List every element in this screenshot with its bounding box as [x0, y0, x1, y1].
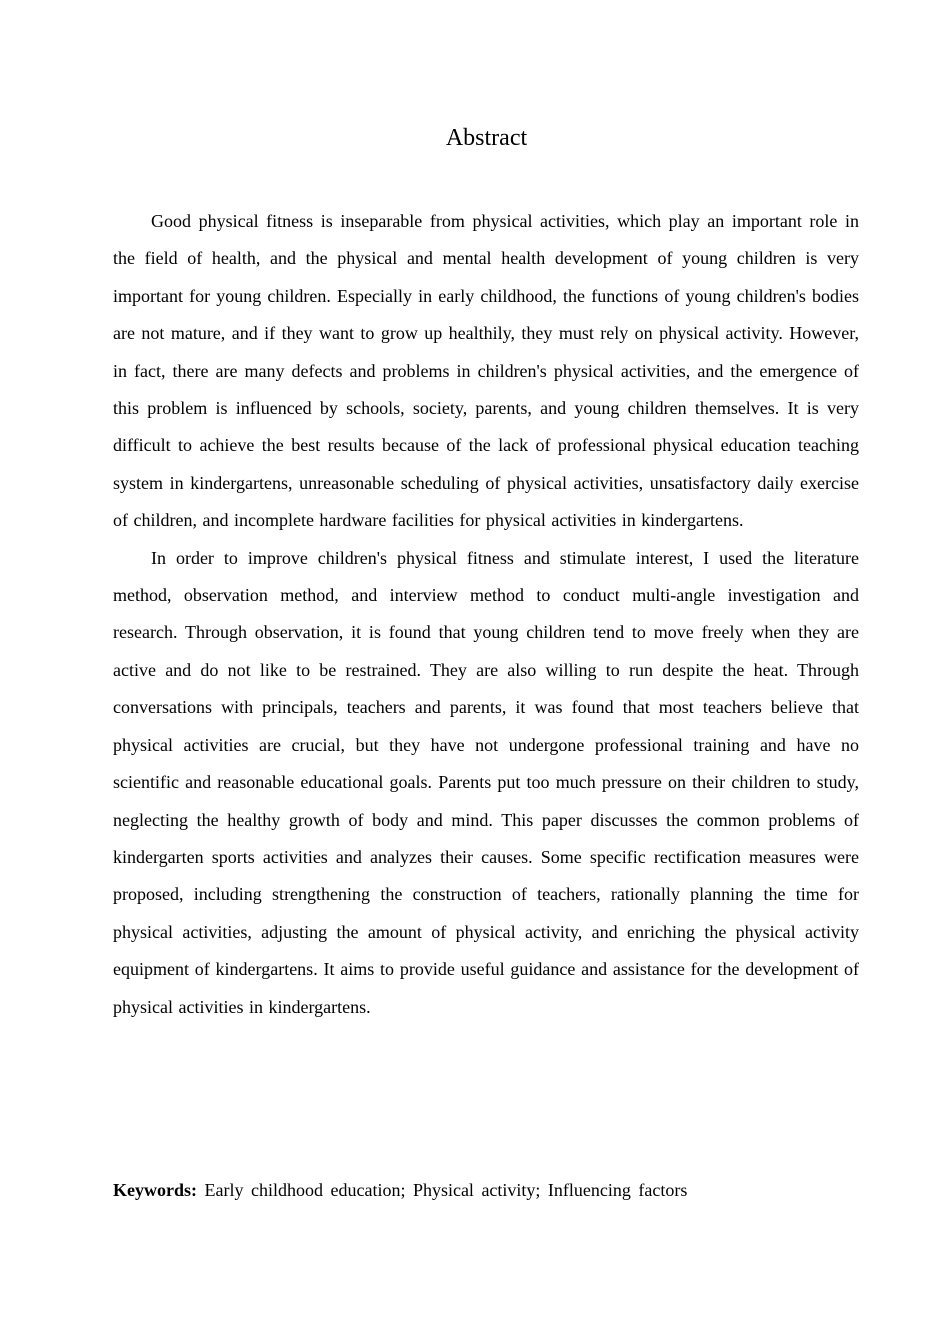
abstract-body [113, 203, 859, 1026]
keywords-label: Keywords: [113, 1180, 197, 1200]
page-title: Abstract [445, 125, 528, 151]
keywords-line [113, 1174, 859, 1206]
abstract-paragraph-1: Good physical fitness is inseparable from physical activities, which play an important role in the field of health, and the physical and mental health development of young children is very important for young children. Especially in early childhood, the functions of young children's bodies are not mature, and if they want to grow up healthily, they must rely on physical activity. However, in fact, there are many defects and problems in children's physical activities, and the emergence of this problem is influenced by schools, society, parents, and young children themselves. It is very difficult to achieve the best results because of the lack of professional physical education teaching system in kindergartens, unreasonable scheduling of physical activities, unsatisfactory daily exercise of children, and incomplete hardware facilities for physical activities in kindergartens. [113, 211, 859, 531]
abstract-paragraph-2: In order to improve children's physical fitness and stimulate interest, I used the literature method, observation method, and interview method to conduct multi-angle investigation and research. Through observation, it is found that young children tend to move freely when they are active and do not like to be restrained. They are also willing to run despite the heat. Through conversations with principals, teachers and parents, it was found that most teachers believe that physical activities are crucial, but they have not undergone professional training and have no scientific and reasonable educational goals. Parents put too much pressure on their children to study, neglecting the healthy growth of body and mind. This paper discusses the common problems of kindergarten sports activities and analyzes their causes. Some specific rectification measures were proposed, including strengthening the construction of teachers, rationally planning the time for physical activities, adjusting the amount of physical activity, and enriching the physical activity equipment of kindergartens. It aims to provide useful guidance and assistance for the development of physical activities in kindergartens. [113, 547, 859, 1017]
keywords-text: Early childhood education; Physical activity; Influencing factors [204, 1180, 688, 1200]
